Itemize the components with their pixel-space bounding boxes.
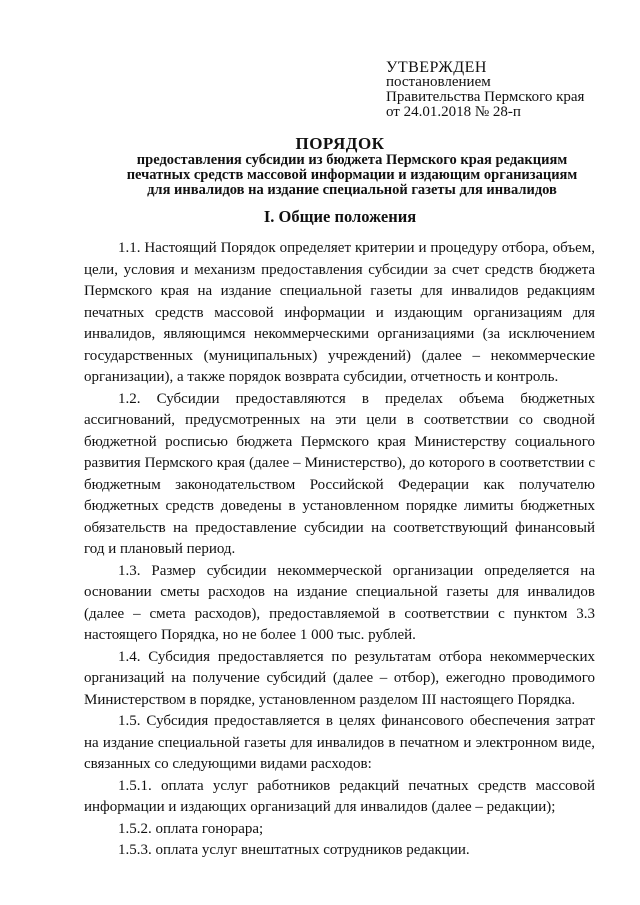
paragraph: 1.3. Размер субсидии некоммерческой организации определяется на основании сметы расходов на издание специальной газеты для инвалидов (далее – смета расходов), предоставляемой в соответствии с пунктом 3.3 настоящего Порядка, но не более 1 000 тыс. рублей. [84,562,595,643]
paragraph: 1.2. Субсидии предоставляются в пределах объема бюджетных ассигнований, предусмотренных на эти цели в соответствии со сводной бюджетной росписью бюджета Пермского края Министерству социального развития Пермского края (далее – Министерство), до которого в соответствии с бюджетным законодательством Российской Федерации как получателю бюджетных средств доведены в установленном порядке лимиты бюджетных обязательств на предоставление субсидии на соответствующий финансовый год и плановый период. [84,390,595,557]
document-body [84,238,595,862]
document-title: ПОРЯДОК [295,134,385,153]
paragraph: 1.1. Настоящий Порядок определяет критерии и процедуру отбора, объем, цели, условия и механизм предоставления субсидии за счет средств бюджета Пермского края на издание специальной газеты для инвалидов редакциям печатных средств массовой информации и издающим организациям для инвалидов, являющимся некоммерческими организациями (за исключением государственных (муниципальных) учреждений) (далее – некоммерческие организации), а также порядок возврата субсидии, отчетность и контроль. [84,240,595,385]
approval-date: от 24.01.2018 № 28-п [386,104,521,120]
approval-heading: УТВЕРЖДЕН [386,59,487,76]
section-heading: I. Общие положения [263,207,417,226]
approval-stamp [386,60,616,120]
approval-line: Правительства Пермского края [386,89,585,105]
approval-line: постановлением [386,74,491,90]
document-subtitle [84,153,620,198]
subtitle-line: предоставления субсидии из бюджета Пермского края редакциям [136,152,568,168]
paragraph: 1.5.2. оплата гонорара; [118,820,264,837]
paragraph: 1.5.3. оплата услуг внештатных сотрудников редакции. [118,842,470,858]
subtitle-line: печатных средств массовой информации и издающим организациям [126,167,578,183]
paragraph: 1.4. Субсидия предоставляется по результатам отбора некоммерческих организаций на получение субсидий (далее – отбор), ежегодно проводимого Министерством в порядке, установленном разделом III настоящего Порядка. [84,648,595,708]
subtitle-line: для инвалидов на издание специальной газеты для инвалидов [147,182,557,198]
paragraph: 1.5. Субсидия предоставляется в целях финансового обеспечения затрат на издание специальной газеты для инвалидов в печатном и электронном виде, связанных со следующими видами расходов: [84,713,595,772]
paragraph: 1.5.1. оплата услуг работников редакций печатных средств массовой информации и издающих организаций для инвалидов (далее – редакции); [84,777,595,815]
